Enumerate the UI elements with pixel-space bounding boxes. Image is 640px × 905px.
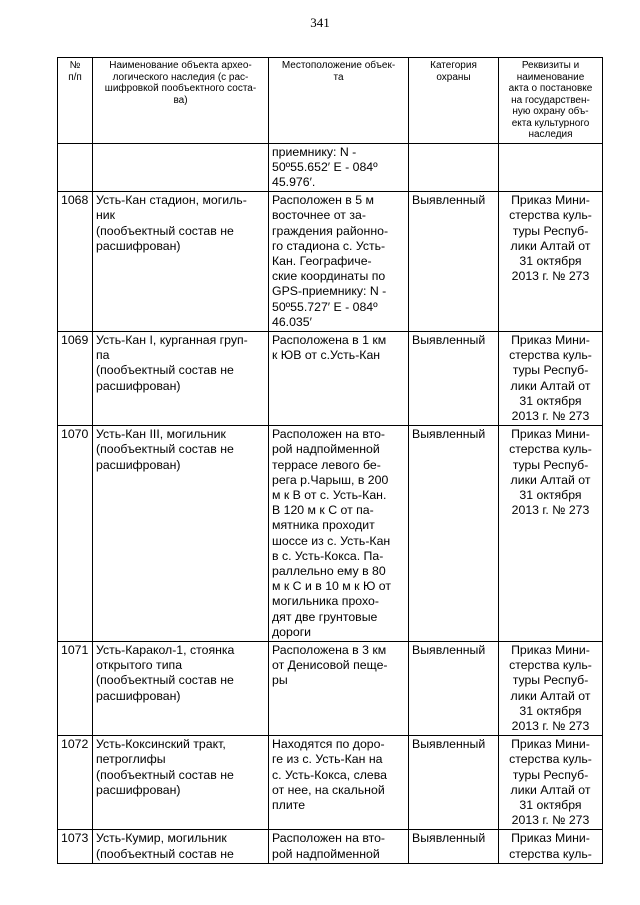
object-location: приемнику: N - 50º55.652′ E - 084º 45.976′. <box>269 143 409 192</box>
header-location: Местоположение объек- та <box>269 58 409 144</box>
object-location: Находятся по доро- ге из с. Усть-Кан на с. Усть-Кокса, слева от нее, на скальной плите <box>269 736 409 830</box>
object-location: Расположен на вто- рой надпойменной террасе левого бе- рега р.Чарыш, в 200 м к В от с. Усть-Кан. В 120 м к С от па- мятника проходит шоссе из с. Усть-Кан в с. Усть-Кокса. Па- раллельно ему в 80 м к С и в 10 м к Ю от могильника прохо- дят две грунтовые дороги <box>269 426 409 642</box>
object-name: Усть-Каракол-1, стоянка открытого типа (пообъектный состав не расшифрован) <box>93 642 269 736</box>
header-act-requisites: Реквизиты и наименование акта о постановке на государствен- ную охрану объ- екта культурного наследия <box>499 58 603 144</box>
table-row <box>58 143 603 192</box>
object-location: Расположена в 3 км от Денисовой пеще- ры <box>269 642 409 736</box>
protection-category: Выявленный <box>409 642 499 736</box>
row-number: 1070 <box>58 426 93 642</box>
act-requisites: Приказ Мини- стерства куль- <box>499 830 603 863</box>
table-row <box>58 736 603 830</box>
act-requisites: Приказ Мини- стерства куль- туры Респуб- лики Алтай от 31 октября 2013 г. № 273 <box>499 642 603 736</box>
row-number <box>58 143 93 192</box>
protection-category <box>409 143 499 192</box>
row-number: 1071 <box>58 642 93 736</box>
object-name: Усть-Коксинский тракт, петроглифы (пообъектный состав не расшифрован) <box>93 736 269 830</box>
act-requisites: Приказ Мини- стерства куль- туры Респуб- лики Алтай от 31 октября 2013 г. № 273 <box>499 192 603 332</box>
object-name: Усть-Кумир, могильник (пообъектный состав не <box>93 830 269 863</box>
table-row <box>58 426 603 642</box>
table-row <box>58 192 603 332</box>
act-requisites: Приказ Мини- стерства куль- туры Респуб- лики Алтай от 31 октября 2013 г. № 273 <box>499 331 603 425</box>
object-name <box>93 143 269 192</box>
object-location: Расположен на вто- рой надпойменной <box>269 830 409 863</box>
header-protection-category: Категория охраны <box>409 58 499 144</box>
row-number: 1069 <box>58 331 93 425</box>
object-name: Усть-Кан стадион, могиль- ник (пообъектный состав не расшифрован) <box>93 192 269 332</box>
row-number: 1073 <box>58 830 93 863</box>
table-row <box>58 642 603 736</box>
protection-category: Выявленный <box>409 736 499 830</box>
table-row <box>58 331 603 425</box>
act-requisites: Приказ Мини- стерства куль- туры Респуб- лики Алтай от 31 октября 2013 г. № 273 <box>499 736 603 830</box>
row-number: 1068 <box>58 192 93 332</box>
protection-category: Выявленный <box>409 426 499 642</box>
protection-category: Выявленный <box>409 192 499 332</box>
heritage-register-table <box>57 57 603 864</box>
header-object-name: Наименование объекта архео- логического наследия (с рас- шифровкой пообъектного соста- ва) <box>93 58 269 144</box>
object-location: Расположена в 1 км к ЮВ от с.Усть-Кан <box>269 331 409 425</box>
object-location: Расположен в 5 м восточнее от за- граждения районно- го стадиона с. Усть- Кан. Географиче- ские координаты по GPS-приемнику: N - 50º55.727′ E - 084º 46.035′ <box>269 192 409 332</box>
act-requisites: Приказ Мини- стерства куль- туры Респуб- лики Алтай от 31 октября 2013 г. № 273 <box>499 426 603 642</box>
object-name: Усть-Кан I, курганная груп- па (пообъектный состав не расшифрован) <box>93 331 269 425</box>
protection-category: Выявленный <box>409 331 499 425</box>
table-header-row <box>58 58 603 144</box>
page-number: 341 <box>310 15 330 30</box>
act-requisites <box>499 143 603 192</box>
object-name: Усть-Кан III, могильник (пообъектный состав не расшифрован) <box>93 426 269 642</box>
protection-category: Выявленный <box>409 830 499 863</box>
row-number: 1072 <box>58 736 93 830</box>
table-row <box>58 830 603 863</box>
header-number: № п/п <box>58 58 93 144</box>
